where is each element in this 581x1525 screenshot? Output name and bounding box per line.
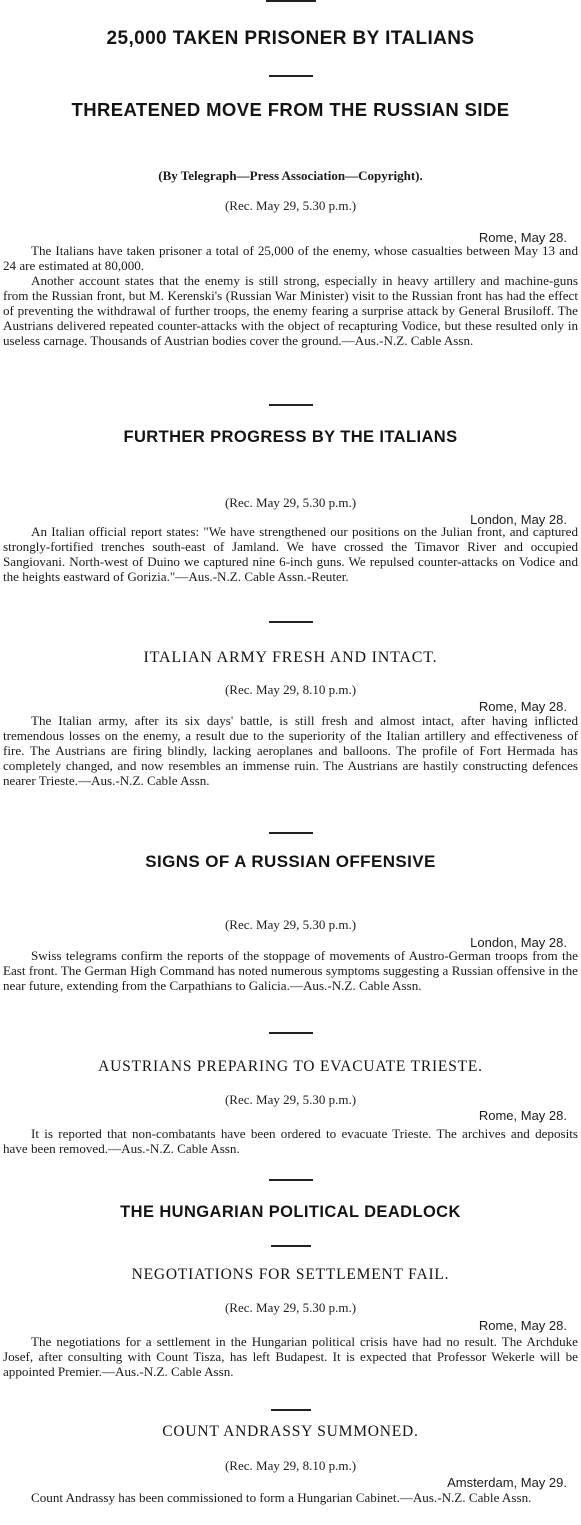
divider-rule [269,1179,313,1181]
divider-rule [269,75,313,77]
received-time: (Rec. May 29, 8.10 p.m.) [224,1458,357,1473]
article-body [3,1490,578,1505]
headline-further-progress: FURTHER PROGRESS BY THE ITALIANS [123,428,458,446]
article-paragraph: Another account states that the enemy is still strong, especially in heavy artillery and machine-guns from the Russian front, but M. Kerenski's (Russian War Minister) visit to the Russian front has had the effect of preventing the withdrawal of further troops, the enemy fearing a surprise attack by General Brusiloff. The Austrians delivered repeated counter-attacks with the object of recapturing Vodice, but these resulted only in useless carnage. Thousands of Austrian bodies cover the ground.—Aus.-N.Z. Cable Assn. [3,273,578,348]
received-time: (Rec. May 29, 5.30 p.m.) [224,1092,357,1107]
subheadline-russian-side: THREATENED MOVE FROM THE RUSSIAN SIDE [71,99,510,120]
received-time: (Rec. May 29, 8.10 p.m.) [224,682,357,697]
article-paragraph: The negotiations for a settlement in the Hungarian political crisis have had no result. The Archduke Josef, after consulting with Count Tisza, has left Budapest. It is expected that Professor Wekerle will be appointed Premier.—Aus.-N.Z. Cable Assn. [3,1334,578,1379]
place-date: Rome, May 28. [478,1318,567,1333]
article-body [3,524,578,584]
article-body [3,1126,578,1156]
article-paragraph: Count Andrassy has been commissioned to form a Hungarian Cabinet.—Aus.-N.Z. Cable Assn. [31,1490,532,1505]
place-date: Rome, May 28. [478,230,567,245]
place-date: London, May 28. [470,512,567,527]
article-body [3,948,578,993]
byline: (By Telegraph—Press Association—Copyright). [158,168,423,183]
received-time: (Rec. May 29, 5.30 p.m.) [224,495,357,510]
place-date: Rome, May 28. [478,699,567,714]
received-time: (Rec. May 29, 5.30 p.m.) [224,917,357,932]
received-time: (Rec. May 29, 5.30 p.m.) [224,1300,357,1315]
headline-evacuate-trieste: AUSTRIANS PREPARING TO EVACUATE TRIESTE. [98,1058,483,1075]
article-paragraph: The Italians have taken prisoner a total of 25,000 of the enemy, whose casualties between May 13 and 24 are estimated at 80,000. [3,243,578,273]
divider-rule [269,832,313,834]
divider-rule [269,1032,313,1034]
divider-rule [269,404,313,406]
article-paragraph: The Italian army, after its six days' battle, is still fresh and almost intact, after having inflicted tremendous losses on the enemy, a result due to the superiority of the Italian artillery and effectiveness of fire. The Austrians are firing blindly, lacking aeroplanes and balloons. The profile of Fort Hermada has completely changed, and now resembles an immense ruin. The Austrians are hastily constructing defences nearer Trieste.—Aus.-N.Z. Cable Assn. [3,713,578,788]
subheadline-negotiations: NEGOTIATIONS FOR SETTLEMENT FAIL. [131,1266,450,1283]
headline-russian-offensive: SIGNS OF A RUSSIAN OFFENSIVE [145,852,436,871]
received-time: (Rec. May 29, 5.30 p.m.) [224,198,357,213]
headline-army-fresh: ITALIAN ARMY FRESH AND INTACT. [143,649,438,666]
headline-hungarian-deadlock: THE HUNGARIAN POLITICAL DEADLOCK [120,1203,461,1221]
article-body [3,243,578,348]
top-rule [266,0,316,2]
place-date: Rome, May 28. [478,1108,567,1123]
divider-rule [269,621,313,623]
article-body [3,1334,578,1379]
place-date: London, May 28. [470,935,567,950]
article-body [3,713,578,788]
divider-rule [271,1245,311,1247]
article-paragraph: It is reported that non-combatants have been ordered to evacuate Trieste. The archives and deposits have been removed.—Aus.-N.Z. Cable Assn. [3,1126,578,1156]
place-date: Amsterdam, May 29. [447,1475,567,1490]
article-paragraph: An Italian official report states: "We have strengthened our positions on the Julian front, and captured strongly-fortified trenches south-east of Jamland. We have crossed the Timavor River and occupied Sangiovani. North-west of Duino we captured nine 6-inch guns. We repulsed counter-attacks on Vodice and the heights eastward of Gorizia."—Aus.-N.Z. Cable Assn.-Reuter. [3,524,578,584]
article-paragraph: Swiss telegrams confirm the reports of the stoppage of movements of Austro-German troops from the East front. The German High Command has noted numerous symptoms suggesting a Russian offensive in the near future, extending from the Carpathians to Galicia.—Aus.-N.Z. Cable Assn. [3,948,578,993]
headline-prisoners: 25,000 TAKEN PRISONER BY ITALIANS [106,28,475,49]
headline-andrassy: COUNT ANDRASSY SUMMONED. [162,1423,419,1440]
divider-rule [271,1409,311,1411]
